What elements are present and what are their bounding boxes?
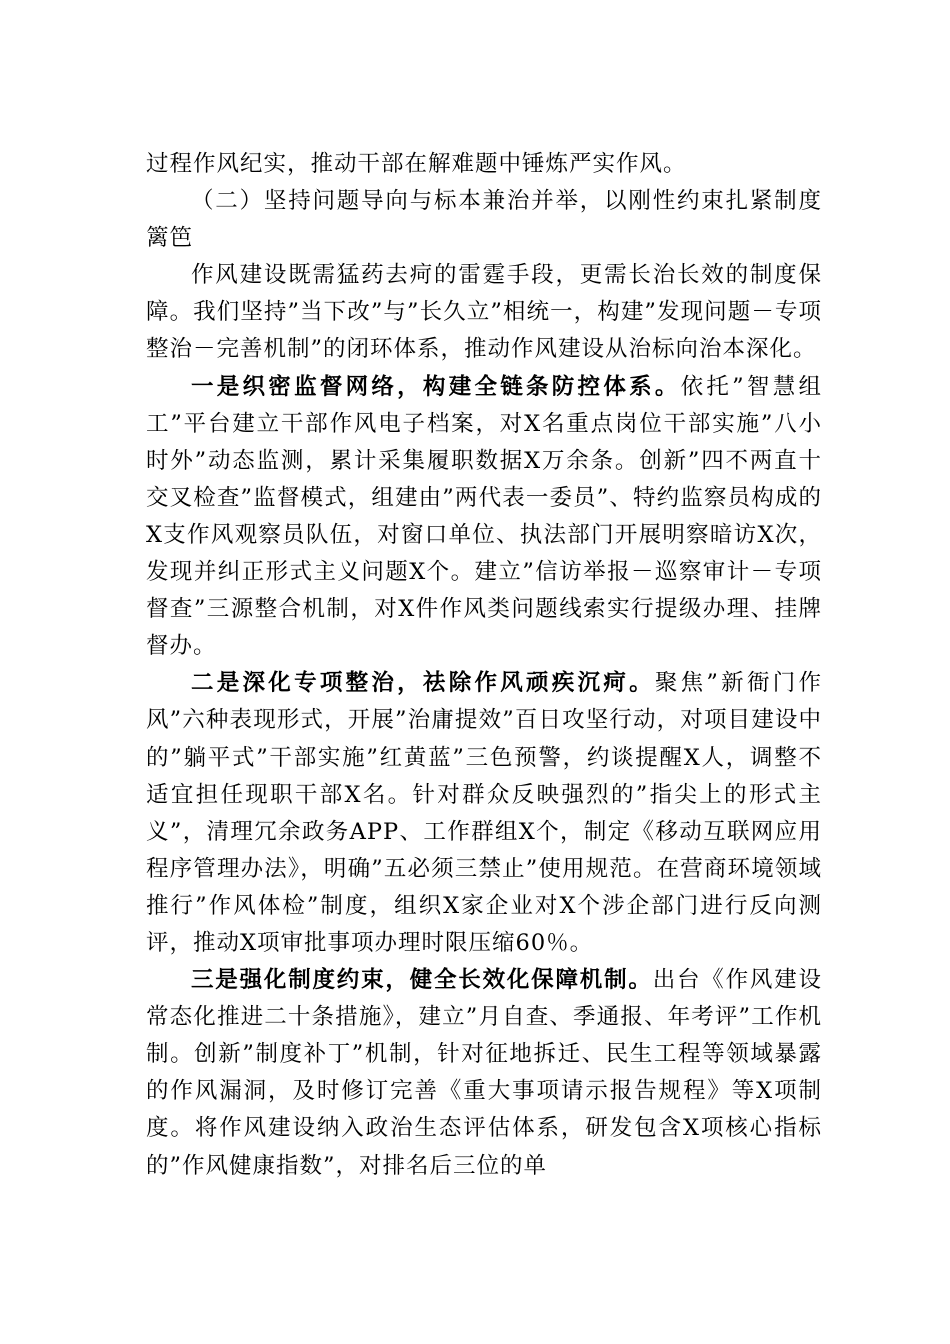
paragraph-continuation: 过程作风纪实，推动干部在解难题中锤炼严实作风。: [146, 151, 687, 177]
paragraph-intro: 作风建设既需猛药去疴的雷霆手段，更需长治长效的制度保障。我们坚持”当下改”与”长久立”相统一，构建”发现问题－专项整治－完善机制”的闭环体系，推动作风建设从治标向治本深化。: [146, 262, 822, 363]
paragraph-point-two: [146, 665, 822, 962]
point-one-lead: 一是织密监督网络，构建全链条防控体系。: [191, 373, 681, 400]
point-one-body: 依托”智慧组工”平台建立干部作风电子档案，对X名重点岗位干部实施”八小时外”动态监测，累计采集履职数据X万余条。创新”四不两直十交叉检查”监督模式，组建由”两代表一委员”、特约监察员构成的X支作风观察员队伍，对窗口单位、执法部门开展明察暗访X次，发现并纠正形式主义问题X个。建立”信访举报－巡察审计－专项督查”三源整合机制，对X件作风类问题线索实行提级办理、挂牌督办。: [146, 373, 822, 660]
paragraph-point-one: [146, 369, 822, 666]
document-body: [146, 146, 822, 1185]
point-two-body: 聚焦”新衙门作风”六种表现形式，开展”治庸提效”百日攻坚行动，对项目建设中的”躺平式”干部实施”红黄蓝”三色预警，约谈提醒X人，调整不适宜担任现职干部X名。针对群众反映强烈的”指尖上的形式主义”，清理冗余政务APP、工作群组X个，制定《移动互联网应用程序管理办法》，明确”五必须三禁止”使用规范。在营商环境领域推行”作风体检”制度，组织X家企业对X个涉企部门进行反向测评，推动X项审批事项办理时限压缩60％。: [146, 670, 822, 956]
point-three-body: 出台《作风建设常态化推进二十条措施》，建立”月自查、季通报、年考评”工作机制。创新”制度补丁”机制，针对征地拆迁、民生工程等领域暴露的作风漏洞，及时修订完善《重大事项请示报告规程》等X项制度。将作风建设纳入政治生态评估体系，研发包含X项核心指标的”作风健康指数”，对排名后三位的单: [146, 967, 822, 1179]
point-three-lead: 三是强化制度约束，健全长效化保障机制。: [191, 967, 653, 994]
section-heading: （二）坚持问题导向与标本兼治并举，以刚性约束扎紧制度篱笆: [146, 188, 822, 252]
paragraph-point-three: [146, 962, 822, 1185]
point-two-lead: 二是深化专项整治，祛除作风顽疾沉疴。: [191, 670, 655, 697]
